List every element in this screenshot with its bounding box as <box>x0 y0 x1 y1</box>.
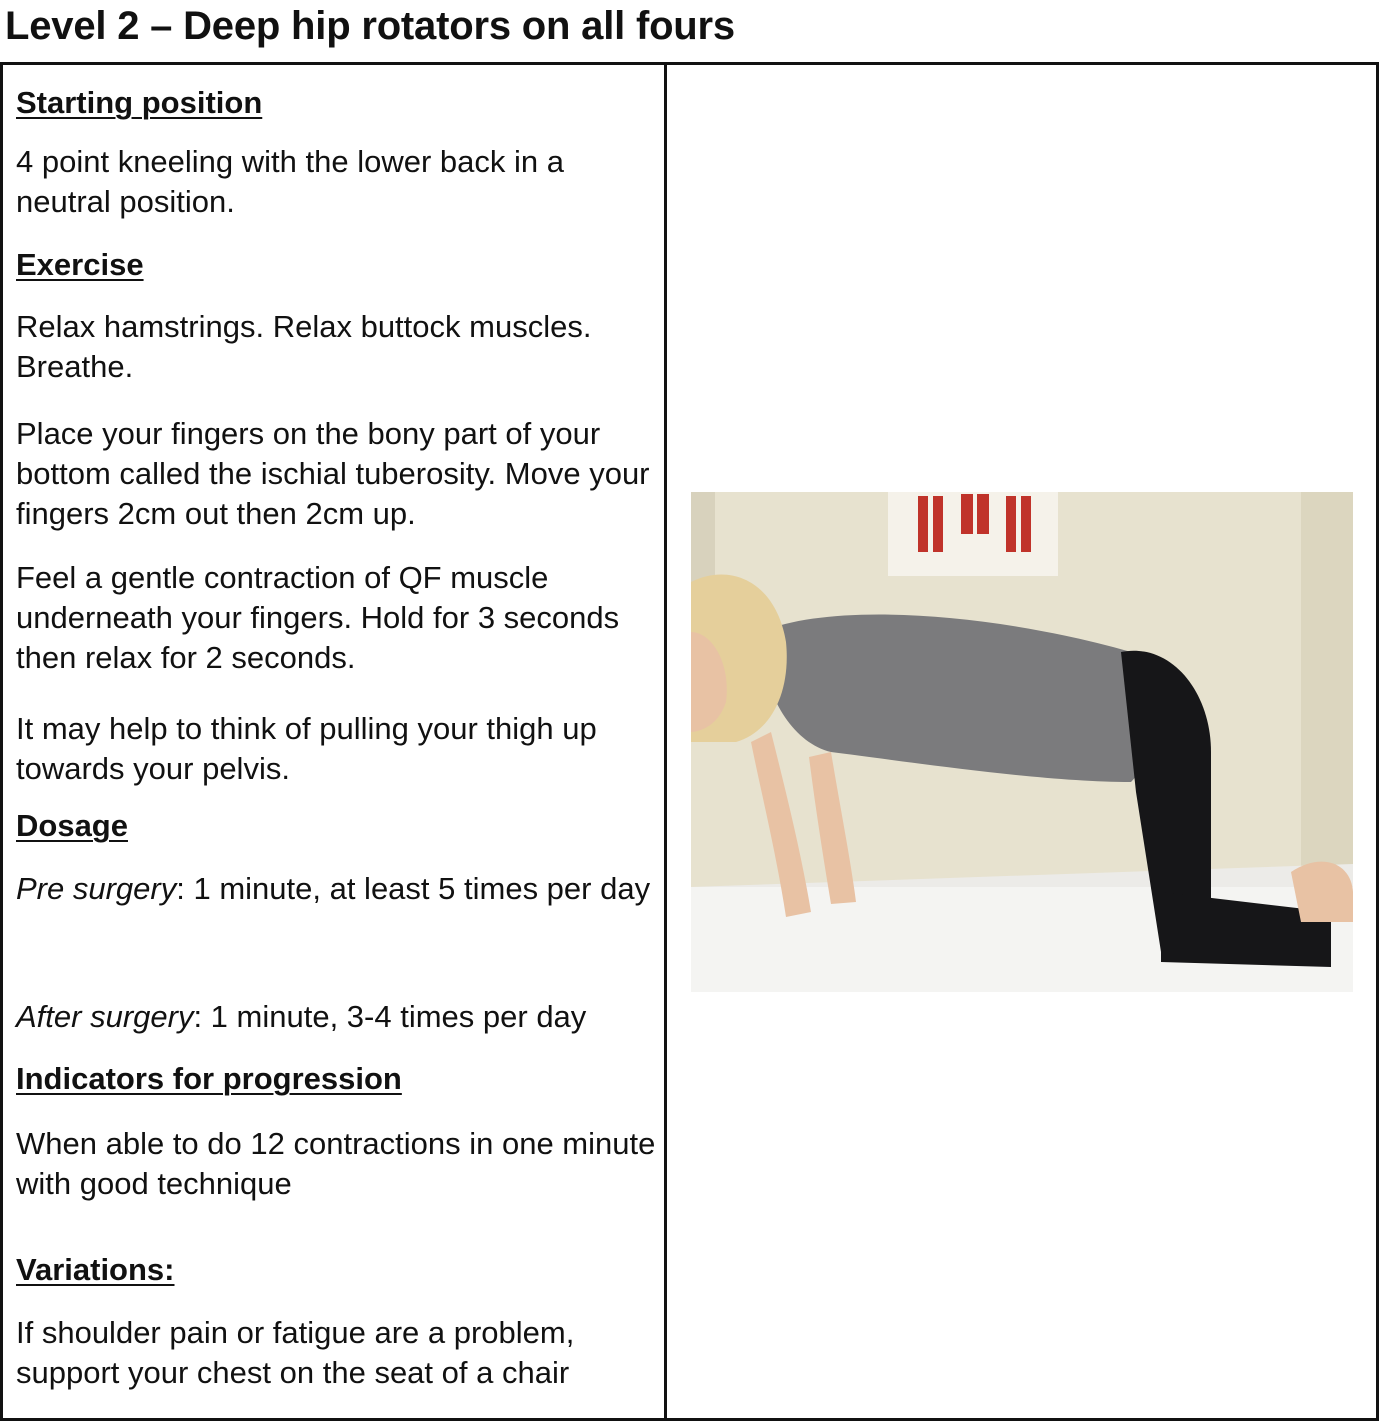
exercise-photo <box>691 492 1353 992</box>
page-title: Level 2 – Deep hip rotators on all fours <box>5 4 735 48</box>
variations-heading: Variations: <box>16 1252 175 1287</box>
starting-position-heading: Starting position <box>16 85 263 120</box>
after-surgery-text: : 1 minute, 3-4 times per day <box>193 999 587 1034</box>
instructions-column <box>3 65 661 1418</box>
exercise-para-contraction: Feel a gentle contraction of QF muscle underneath your fingers. Hold for 3 seconds then relax for 2 seconds. <box>16 560 620 675</box>
exercise-para-tip: It may help to think of pulling your thigh up towards your pelvis. <box>16 711 597 786</box>
photo-foot <box>1291 862 1353 922</box>
after-surgery-label: After surgery <box>16 999 194 1034</box>
starting-position-text: 4 point kneeling with the lower back in a neutral position. <box>16 144 564 219</box>
exercise-table <box>0 62 1379 1421</box>
exercise-para-relax: Relax hamstrings. Relax buttock muscles. Breathe. <box>16 309 592 384</box>
dosage-pre-surgery <box>16 869 656 909</box>
exercise-heading: Exercise <box>16 247 144 282</box>
progression-text: When able to do 12 contractions in one minute with good technique <box>16 1126 656 1201</box>
dosage-after-surgery <box>16 997 656 1037</box>
photo-door-frame <box>1301 492 1353 892</box>
dosage-heading: Dosage <box>16 808 128 843</box>
anatomy-chart-poster <box>888 492 1058 576</box>
exercise-photo-illustration <box>691 492 1353 992</box>
column-divider <box>664 65 667 1418</box>
pre-surgery-text: : 1 minute, at least 5 times per day <box>176 871 651 906</box>
variations-text: If shoulder pain or fatigue are a problem, support your chest on the seat of a chair <box>16 1315 575 1390</box>
pre-surgery-label: Pre surgery <box>16 871 177 906</box>
exercise-para-fingers: Place your fingers on the bony part of your bottom called the ischial tuberosity. Move your fingers 2cm out then 2cm up. <box>16 416 650 531</box>
progression-heading: Indicators for progression <box>16 1061 402 1096</box>
